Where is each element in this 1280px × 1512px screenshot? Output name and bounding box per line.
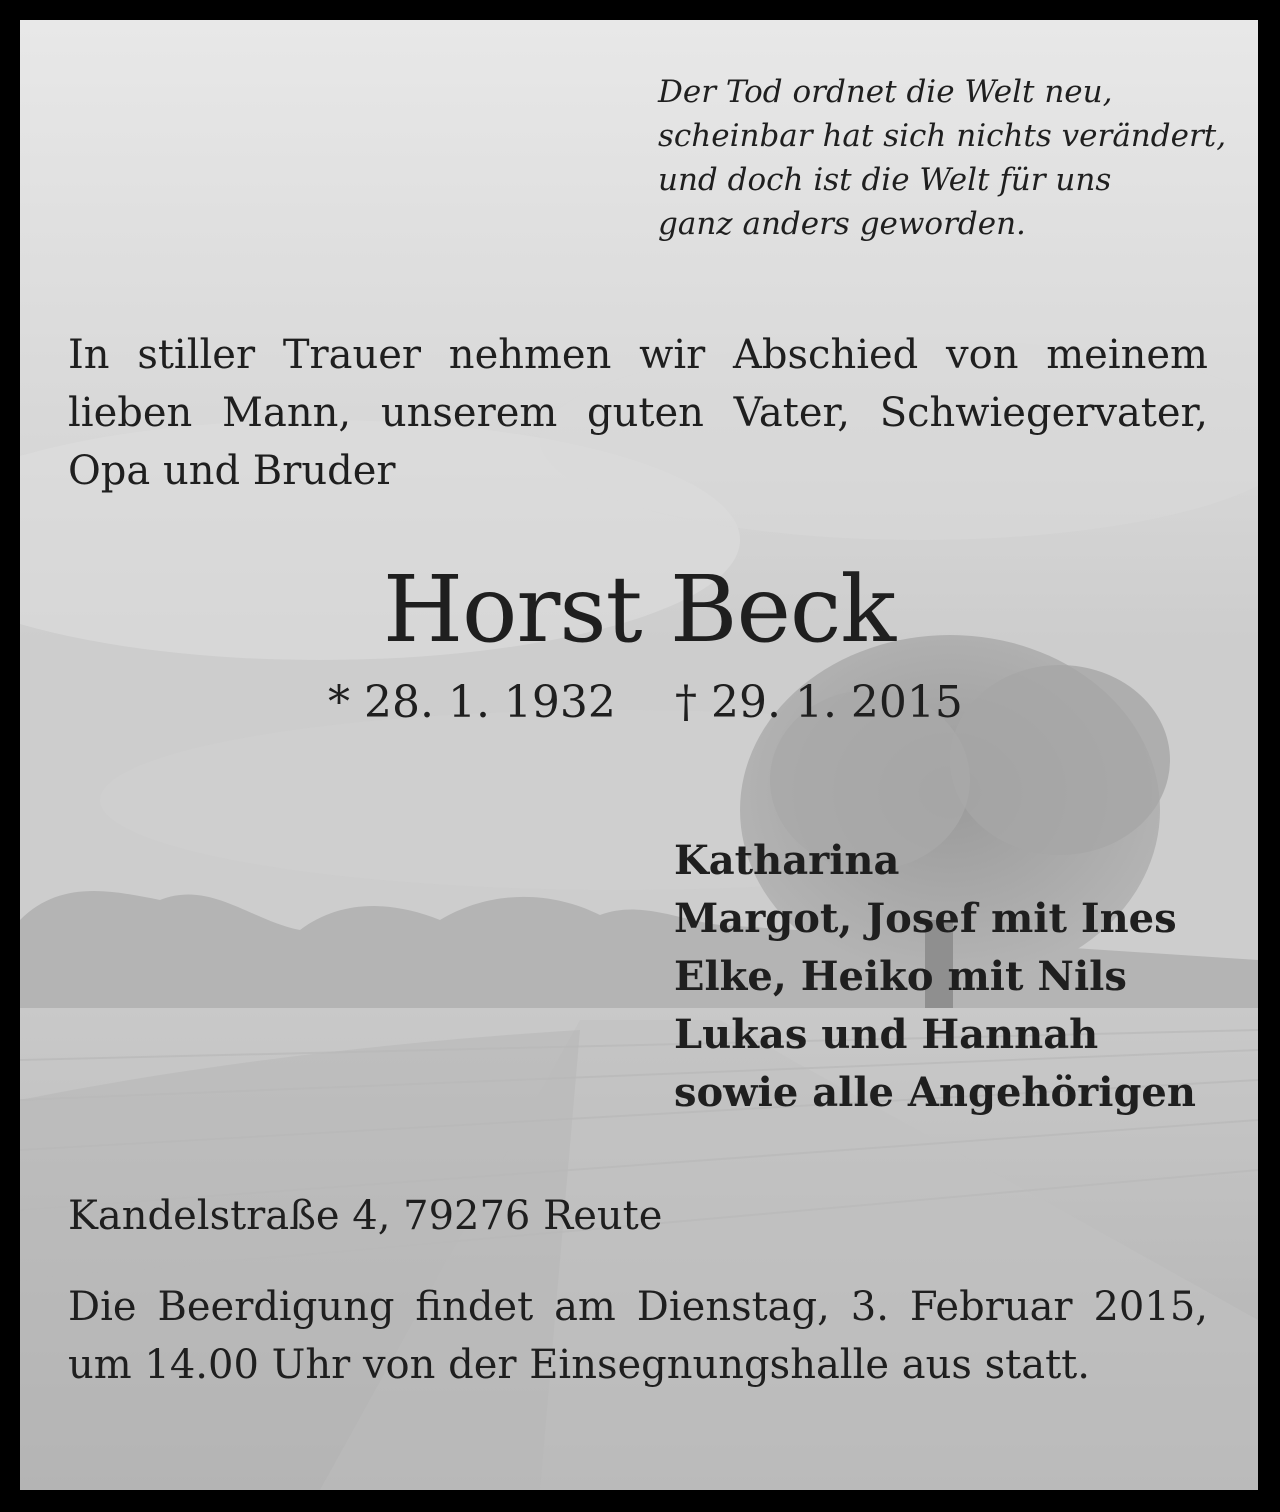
quote bbox=[658, 70, 1238, 246]
mourner-line: sowie alle Angehörigen bbox=[674, 1069, 1196, 1116]
mourner-line: Elke, Heiko mit Nils bbox=[674, 953, 1127, 1000]
tree-crown bbox=[950, 665, 1170, 855]
birth-date: * 28. 1. 1932 bbox=[328, 677, 616, 728]
grass bbox=[20, 1030, 580, 1490]
mourners-list bbox=[674, 832, 1254, 1122]
death-date: † 29. 1. 2015 bbox=[675, 677, 963, 728]
funeral-line: um 14.00 Uhr von der Einsegnungshalle aus statt. bbox=[68, 1342, 1090, 1388]
funeral-line: Die Beerdigung findet am Dienstag, 3. Februar 2015, bbox=[68, 1284, 1208, 1330]
mourner-line: Lukas und Hannah bbox=[674, 1011, 1099, 1058]
funeral-info bbox=[68, 1278, 1208, 1394]
quote-line: ganz anders geworden. bbox=[658, 206, 1026, 242]
quote-line: scheinbar hat sich nichts verändert, bbox=[658, 118, 1227, 154]
address: Kandelstraße 4, 79276 Reute bbox=[68, 1193, 663, 1239]
quote-line: und doch ist die Welt für uns bbox=[658, 162, 1112, 198]
quote-line: Der Tod ordnet die Welt neu, bbox=[658, 74, 1113, 110]
mourner-line: Margot, Josef mit Ines bbox=[674, 895, 1177, 942]
deceased-name: Horst Beck bbox=[382, 556, 896, 663]
mourner-line: Katharina bbox=[674, 837, 900, 884]
obituary-notice bbox=[20, 20, 1258, 1490]
intro-text: In stiller Trauer nehmen wir Abschied von meinem lieben Mann, unserem guten Vater, Schwiegervater, Opa und Bruder bbox=[68, 332, 1208, 494]
